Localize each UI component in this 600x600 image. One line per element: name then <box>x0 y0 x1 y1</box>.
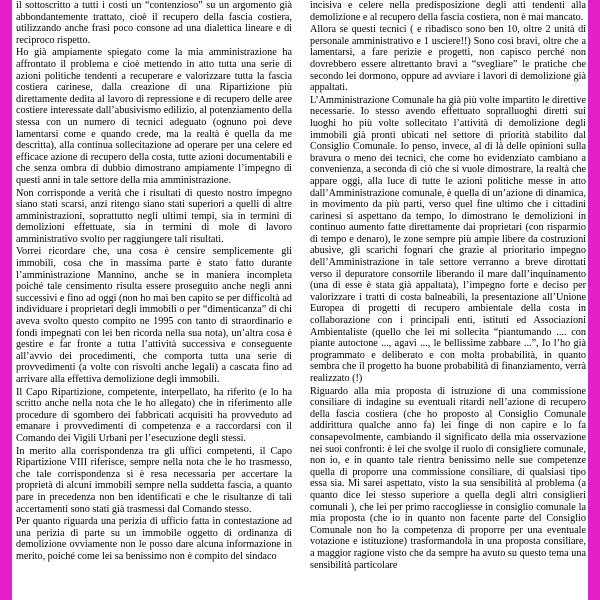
left-paragraph-1: il sottoscritto a tutti i costi un “contenzioso” su un argomento già abbondantemente trattato, cioè il recupero della fascia costiera, utilizzando anche frasi poco consone ad una dialettica lineare e di reciproco rispetto. <box>16 0 292 46</box>
left-text-column <box>16 0 292 600</box>
left-paragraph-7: Per quanto riguarda una perizia di ufficio fatta in contestazione ad una perizia di parte su un immobile oggetto di ordinanza di demolizione ovviamente non le posso dare alcuna informazione in merito, poiché come lei sa benissimo non è compito del sindaco <box>16 516 292 562</box>
newsletter-page <box>12 0 588 600</box>
right-paragraph-3: L’Amministrazione Comunale ha già più volte impartito le direttive necessarie. Io stesso avendo effettuato sopralluoghi diretti sui luoghi ho più volte sollecitato l’attività di demolizione degli immobili già pronti ubicati nel settore di priorità stabilito dal Consiglio Comunale. Io penso, invece, al di là delle opinioni sulla bravura o meno dei tecnici, che come ho evidenziato cambiano a convenienza, a seconda di ciò che si vuole dimostrare, la realtà che appare oggi, alla luce di tutte le azioni politiche messe in atto dall’Amministrazione comunale, è quella di un’azione di dinamica, in movimento da più parti, verso quel fine ultimo che i cittadini carinesi si aspettano da tempo, lo dimostrano le demolizioni in continuo aumento fatte direttamente dai proprietari (con risparmio di tempo e denaro), le zone sempre più ampie libere da costruzioni abusive, gli scarichi fognari che grazie al prioritario impegno dell’Amministrazione in tale settore verranno a breve dirottati verso il depuratore consortile liberando il mare dall’inquinamento (una di esse è stata già appaltata), l’impegno forte e deciso per valorizzare i tratti di costa balneabili, la presentazione all’Unione Europea di progetti di recupero ambientale della costa in collaborazione con i principali enti, istituti ed Associazioni Ambientaliste (quello che lei mi sollecita “piantumando .... con piante autoctone ..., agavi ..., le bellissime zabbare ...”, Io l’ho già programmato e deliberato e con molta probabilità, in quanto sembra che il progetto ha buone probabilità di finanziamento, verrà realizzato (!) <box>310 94 586 384</box>
right-paragraph-2: Allora se questi tecnici ( e ribadisco sono ben 10, oltre 2 unità di personale amministrativo e 1 usciere!!) Sono così bravi, oltre che a lamentarsi, a fare perizie e progetti, non capisco perché non dovrebbero essere altrettanto bravi a “svegliare” le pratiche che secondo lei dormono, oppure ad avviare i lavori di demolizione già appaltati. <box>310 24 586 94</box>
column-divider <box>300 0 301 600</box>
left-paragraph-3: Non corrisponde a verità che i risultati di questo nostro impegno siano stati scarsi, anzi ritengo siano stati superiori a quelli di altre amministrazioni, soprattutto negli ultimi tempi, sia in termini di demolizioni effettuate, sia in termini di mole di lavoro amministrativo svolto per raggiungere tali risultati. <box>16 187 292 245</box>
left-paragraph-4: Vorrei ricordare che, una cosa è censire semplicemente gli immobili, cosa che in massima parte è stato fatto durante l’amministrazione Mannino, anche se in maniera incompleta poiché tale censimento risulta essere proseguito anche negli anni successivi e fino ad oggi (non ho mai ben capito se per difficoltà ad individuare i proprietari degli immobili o per “dimenticanza” di chi aveva svolto questo compito ne 1995 con tanto di straordinario e fondi impegnati con lei ben ricorda nella sua nota), un’altra cosa è gestire e far fronte a tutta l’attività successiva e conseguente all’avvio dei procedimenti, che comporta tutta una serie di provvedimenti (a volte con risvolti anche legali) a cascata fino ad arrivare alla effettiva demolizione degli immobili. <box>16 246 292 385</box>
right-paragraph-1: incisiva e celere nella predisposizione degli atti tendenti alla demolizione e al recupero della fascia costiera, non è mai mancato. <box>310 0 586 23</box>
left-paragraph-6: In merito alla corrispondenza tra gli uffici competenti, il Capo Ripartizione VIII riferisce, sempre nella nota che le ho trasmesso, che tale corrispondenza si è resa necessaria per accertare la proprietà di alcuni immobili sempre nella suddetta fascia, a quanto pare in precedenza non ben identificati e che le risultanze di tali accertamenti sono stati già trasmessi dal Comando stesso. <box>16 445 292 515</box>
left-paragraph-2: Ho già ampiamente spiegato come la mia amministrazione ha affrontato il problema e cioè mettendo in atto tutta una serie di azioni politiche tendenti a recuperare e valorizzare tutta la fascia costiera carinese, dalla creazione di una Ripartizione più direttamente dedita al lavoro di repressione e di recupero delle aree costiere interessate dall’abusivismo edilizio, al potenziamento della stessa con un numero di tecnici adeguato (ognuno poi deve lamentarsi come e quando crede, ma la realtà è quella da me descritta), alla continua sollecitazione ad operare per una celere ed efficace azione di recupero della costa, tutte azioni documentabili e che senza ombra di dubbio dimostrano ampiamente l’impegno di questi anni in tale settore della mia amministrazione. <box>16 47 292 186</box>
right-text-column <box>310 0 586 600</box>
left-paragraph-5: Il Capo Ripartizione, competente, interpellato, ha riferito (e lo ha scritto anche nella nota che le ho allegato) che in riferimento alle procedure di sgombero dei fabbricati acquisiti ha provveduto ad emanare i provvedimenti di competenza e a raccordarsi con il Comando dei Vigili Urbani per l’esecuzione degli stessi. <box>16 386 292 444</box>
right-paragraph-4: Riguardo alla mia proposta di istruzione di una commissione consiliare di indagine su eventuali ritardi nell’azione di recupero della fascia costiera (che ho proposto al Consiglio Comunale addirittura qualche anno fa) lei finge di non capire e lo fa consapevolmente, cambiando il significato della mia osservazione nei suoi confronti: è lei che svolge il ruolo di consigliere comunale, non io, e in quanto tale rientra benissimo nelle sue competenze quella di proporre una commissione consiliare, di qualsiasi tipo essa sia. Mi sarei aspettato, visto la sua sensibilità al problema (a quanto dice lei stesso superiore a quella degli altri consiglieri comunali ), che lei per primo raccogliesse in consiglio comunale la mia proposta (che io in quanto non facente parte del Consiglio Comunale non ho la competenza di proporre per una eventuale votazione e istituzione) trasformandola in una proposta consiliare, a maggior ragione visto che da sempre ha avuto su questo tema una sensibilità particolare <box>310 385 586 571</box>
